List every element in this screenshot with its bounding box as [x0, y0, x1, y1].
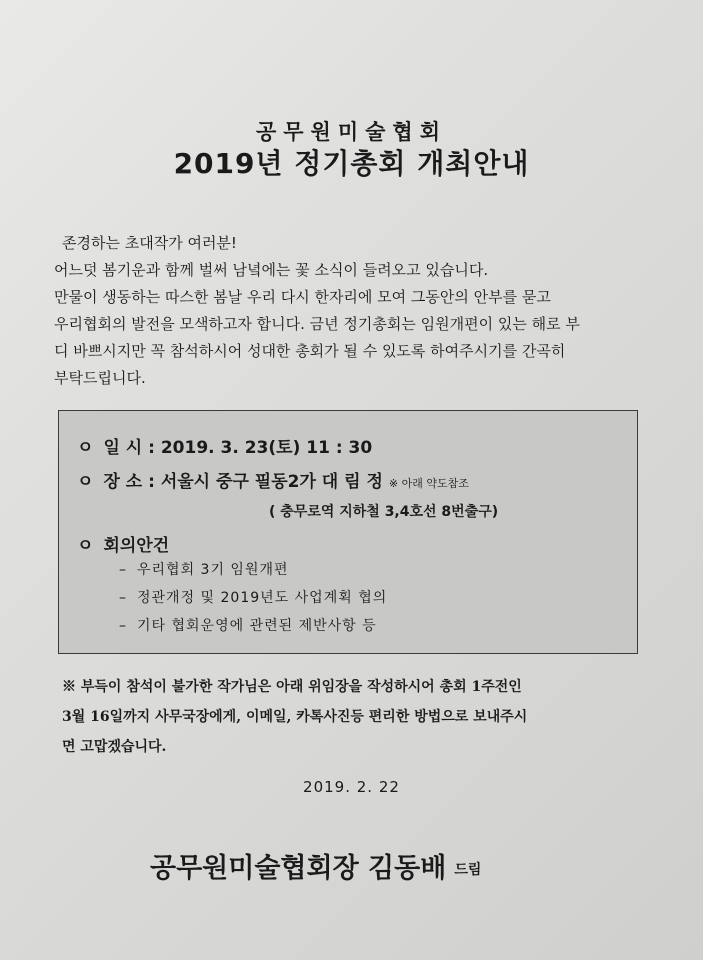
- greeting-line: 존경하는 초대작가 여러분!: [62, 234, 237, 252]
- signature-suffix: 드림: [454, 862, 482, 878]
- intro-line: 어느덧 봄기운과 함께 벌써 남녘에는 꽃 소식이 들려오고 있습니다.: [54, 261, 489, 279]
- venue-subway-info: ( 충무로역 지하철 3,4호선 8번출구): [269, 504, 499, 520]
- agenda-item: [119, 559, 289, 579]
- datetime-row: [77, 433, 372, 458]
- dash-icon: –: [119, 590, 127, 606]
- agenda-item-text: 기타 협회운영에 관련된 제반사항 등: [137, 618, 377, 634]
- agenda-title: 회의안건: [103, 536, 170, 556]
- bullet-circle-icon: ㅇ: [77, 472, 94, 492]
- meeting-details-box: [58, 410, 638, 654]
- intro-line: 만물이 생동하는 따스한 봄날 우리 다시 한자리에 모여 그동안의 안부를 묻고: [54, 288, 551, 306]
- dash-icon: –: [119, 562, 127, 578]
- document-date: 2019. 2. 22: [303, 778, 400, 796]
- agenda-item-text: 우리협회 3기 임원개편: [137, 562, 289, 578]
- venue-map-note: ※ 아래 약도참조: [388, 477, 469, 490]
- intro-line: 우리협회의 발전을 모색하고자 합니다. 금년 정기총회는 임원개편이 있는 해로 부: [54, 315, 580, 333]
- venue-row: [77, 467, 469, 492]
- intro-line: 디 바쁘시지만 꼭 참석하시어 성대한 총회가 될 수 있도록 하여주시기를 간곡히: [54, 342, 566, 360]
- document-title: 2019년 정기총회 개최안내: [173, 147, 530, 180]
- dash-icon: –: [119, 618, 127, 634]
- agenda-title-row: [77, 531, 169, 556]
- notice-line: ※ 부득이 참석이 불가한 작가님은 아래 위임장을 작성하시어 총회 1주전인: [62, 679, 522, 695]
- venue-text: 장 소 : 서울시 중구 필동2가 대 림 정: [103, 472, 383, 492]
- bullet-circle-icon: ㅇ: [77, 536, 94, 556]
- signature-line: [150, 846, 481, 885]
- proxy-notice: [62, 672, 662, 762]
- notice-line: 면 고맙겠습니다.: [62, 739, 167, 755]
- intro-line: 부탁드립니다.: [54, 369, 146, 387]
- signature-name: 공무원미술협회장 김동배: [150, 853, 447, 884]
- organization-name: 공무원미술협회: [255, 120, 447, 144]
- notice-line: 3월 16일까지 사무국장에게, 이메일, 카톡사진등 편리한 방법으로 보내주시: [62, 709, 528, 725]
- intro-paragraph: [54, 230, 674, 392]
- bullet-circle-icon: ㅇ: [77, 438, 94, 458]
- agenda-item: [119, 587, 387, 607]
- datetime-text: 일 시 : 2019. 3. 23(토) 11 : 30: [103, 438, 373, 458]
- agenda-item-text: 정관개정 및 2019년도 사업계획 협의: [137, 590, 388, 606]
- agenda-item: [119, 615, 377, 635]
